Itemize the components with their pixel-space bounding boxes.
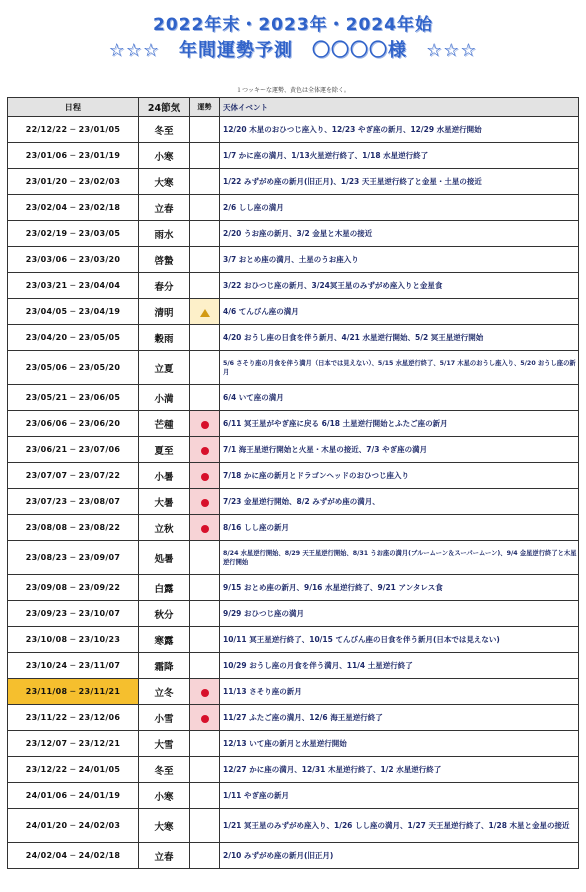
good-luck-dot-icon (201, 715, 209, 723)
events-text: 1/7 かに座の満月、1/13火星逆行終了、1/18 水星逆行終了 (223, 150, 429, 160)
sekki-cell: 夏至 (139, 437, 190, 463)
date-range-cell: 24/02/04 ─ 24/02/18 (8, 843, 139, 869)
events-text: 7/1 海王星逆行開始と火星・木星の接近、7/3 やぎ座の満月 (223, 444, 428, 454)
luck-cell (190, 117, 220, 143)
table-row (8, 411, 579, 437)
table-row (8, 601, 579, 627)
events-cell (220, 463, 579, 489)
luck-cell (190, 273, 220, 299)
events-cell (220, 783, 579, 809)
table-row (8, 299, 579, 325)
events-cell (220, 273, 579, 299)
events-cell (220, 489, 579, 515)
luck-cell (190, 351, 220, 385)
luck-cell (190, 843, 220, 869)
date-range-cell: 23/10/24 ─ 23/11/07 (8, 653, 139, 679)
sekki-cell: 大寒 (139, 169, 190, 195)
events-text: 10/11 冥王星逆行終了、10/15 てんびん座の日食を伴う新月(日本では見えない) (223, 634, 500, 644)
table-row (8, 169, 579, 195)
date-range-cell: 23/12/22 ─ 24/01/05 (8, 757, 139, 783)
header-date: 日程 (8, 98, 139, 117)
luck-cell (190, 463, 220, 489)
luck-cell (190, 705, 220, 731)
events-text: 3/22 おひつじ座の新月、3/24冥王星のみずがめ座入りと金星食 (223, 280, 443, 290)
table-row (8, 273, 579, 299)
date-range-cell: 23/05/21 ─ 23/06/05 (8, 385, 139, 411)
table-row (8, 757, 579, 783)
sekki-cell: 立冬 (139, 679, 190, 705)
events-cell (220, 843, 579, 869)
events-cell (220, 437, 579, 463)
header-events: 天体イベント (220, 98, 579, 117)
date-range-cell: 23/11/08 ─ 23/11/21 (8, 679, 139, 705)
header-luck: 運勢 (190, 98, 220, 117)
note-text: １つッキーな運勢、黄色は全体運を除く。 (236, 87, 350, 94)
events-text: 7/18 かに座の新月とドラゴンヘッドのおひつじ座入り (223, 470, 410, 480)
events-cell (220, 541, 579, 575)
sekki-cell: 立春 (139, 195, 190, 221)
luck-cell (190, 653, 220, 679)
date-range-cell: 23/09/08 ─ 23/09/22 (8, 575, 139, 601)
events-cell (220, 515, 579, 541)
caution-triangle-icon (200, 309, 210, 317)
sekki-cell: 清明 (139, 299, 190, 325)
table-row (8, 705, 579, 731)
table-row (8, 325, 579, 351)
table-row (8, 385, 579, 411)
events-cell (220, 169, 579, 195)
date-range-cell: 22/12/22 ─ 23/01/05 (8, 117, 139, 143)
events-cell (220, 195, 579, 221)
date-range-cell: 23/07/23 ─ 23/08/07 (8, 489, 139, 515)
title-line-1: 2022年末・2023年・2024年始 (153, 15, 433, 35)
schedule-table (7, 97, 579, 869)
good-luck-dot-icon (201, 447, 209, 455)
sekki-cell: 霜降 (139, 653, 190, 679)
table-row (8, 437, 579, 463)
table-row (8, 143, 579, 169)
events-cell (220, 601, 579, 627)
sekki-cell: 白露 (139, 575, 190, 601)
date-range-cell: 23/04/05 ─ 23/04/19 (8, 299, 139, 325)
events-text: 11/27 ふたご座の満月、12/6 海王星逆行終了 (223, 712, 383, 722)
events-text: 12/13 いて座の新月と水星逆行開始 (223, 738, 347, 748)
events-text: 2/10 みずがめ座の新月(旧正月) (223, 850, 334, 860)
sekki-cell: 寒露 (139, 627, 190, 653)
sekki-cell: 大寒 (139, 809, 190, 843)
date-range-cell: 23/11/22 ─ 23/12/06 (8, 705, 139, 731)
date-range-cell: 23/03/21 ─ 23/04/04 (8, 273, 139, 299)
table-row (8, 247, 579, 273)
sekki-cell: 小寒 (139, 783, 190, 809)
events-text: 12/20 木星のおひつじ座入り、12/23 やぎ座の新月、12/29 水星逆行開始 (223, 124, 482, 134)
date-range-cell: 23/03/06 ─ 23/03/20 (8, 247, 139, 273)
sekki-cell: 小寒 (139, 143, 190, 169)
events-text: 1/22 みずがめ座の新月(旧正月)、1/23 天王星逆行終了と金星・土星の接近 (223, 176, 482, 186)
sekki-cell: 立春 (139, 843, 190, 869)
events-cell (220, 809, 579, 843)
good-luck-dot-icon (201, 689, 209, 697)
luck-cell (190, 627, 220, 653)
title-line-2: ☆☆☆ 年間運勢予測 〇〇〇〇様 ☆☆☆ (108, 40, 478, 61)
date-range-cell: 23/02/04 ─ 23/02/18 (8, 195, 139, 221)
luck-cell (190, 195, 220, 221)
sekki-cell: 大暑 (139, 489, 190, 515)
events-text: 4/20 おうし座の日食を伴う新月、4/21 水星逆行開始、5/2 冥王星逆行開始 (223, 332, 484, 342)
events-text: 1/11 やぎ座の新月 (223, 790, 290, 800)
luck-cell (190, 679, 220, 705)
header-sekki: 24節気 (139, 98, 190, 117)
good-luck-dot-icon (201, 499, 209, 507)
table-body (8, 117, 579, 869)
luck-cell (190, 783, 220, 809)
sekki-cell: 雨水 (139, 221, 190, 247)
date-range-cell: 23/04/20 ─ 23/05/05 (8, 325, 139, 351)
date-range-cell: 23/06/21 ─ 23/07/06 (8, 437, 139, 463)
table-row (8, 541, 579, 575)
good-luck-dot-icon (201, 525, 209, 533)
sekki-cell: 小雪 (139, 705, 190, 731)
luck-cell (190, 325, 220, 351)
sekki-cell: 大雪 (139, 731, 190, 757)
luck-cell (190, 221, 220, 247)
luck-cell (190, 757, 220, 783)
sekki-cell: 冬至 (139, 757, 190, 783)
events-text: 12/27 かに座の満月、12/31 木星逆行終了、1/2 水星逆行終了 (223, 764, 442, 774)
events-cell (220, 411, 579, 437)
table-row (8, 195, 579, 221)
events-text: 9/29 おひつじ座の満月 (223, 608, 305, 618)
events-cell (220, 705, 579, 731)
events-text: 5/6 さそり座の月食を伴う満月（日本では見えない）、5/15 水星逆行終了、5/17 木星のおうし座入り、5/20 おうし座の新月 (223, 359, 576, 376)
date-range-cell: 23/08/23 ─ 23/09/07 (8, 541, 139, 575)
date-range-cell: 24/01/06 ─ 24/01/19 (8, 783, 139, 809)
header-row (8, 98, 579, 117)
events-text: 6/4 いて座の満月 (223, 392, 284, 402)
date-range-cell: 23/02/19 ─ 23/03/05 (8, 221, 139, 247)
events-text: 6/11 冥王星がやぎ座に戻る 6/18 土星逆行開始とふたご座の新月 (223, 418, 448, 428)
table-row (8, 489, 579, 515)
events-cell (220, 757, 579, 783)
sekki-cell: 立夏 (139, 351, 190, 385)
events-text: 2/6 しし座の満月 (223, 202, 284, 212)
events-text: 10/29 おうし座の月食を伴う満月、11/4 土星逆行終了 (223, 660, 413, 670)
events-cell (220, 143, 579, 169)
events-cell (220, 653, 579, 679)
table-row (8, 627, 579, 653)
table-row (8, 809, 579, 843)
date-range-cell: 23/01/20 ─ 23/02/03 (8, 169, 139, 195)
events-text: 8/24 水星逆行開始、8/29 天王星逆行開始、8/31 うお座の満月(ブルームーン＆スーパームーン)、9/4 金星逆行終了と木星逆行開始 (223, 549, 577, 566)
events-cell (220, 325, 579, 351)
luck-cell (190, 541, 220, 575)
date-range-cell: 23/10/08 ─ 23/10/23 (8, 627, 139, 653)
sekki-cell: 立秋 (139, 515, 190, 541)
good-luck-dot-icon (201, 473, 209, 481)
table-row (8, 221, 579, 247)
events-text: 11/13 さそり座の新月 (223, 686, 302, 696)
events-text: 2/20 うお座の新月、3/2 金星と木星の接近 (223, 228, 373, 238)
luck-cell (190, 385, 220, 411)
table-row (8, 515, 579, 541)
luck-cell (190, 143, 220, 169)
sekki-cell: 処暑 (139, 541, 190, 575)
table-row (8, 575, 579, 601)
events-cell (220, 575, 579, 601)
table-row (8, 843, 579, 869)
sekki-cell: 小暑 (139, 463, 190, 489)
luck-cell (190, 411, 220, 437)
events-cell (220, 679, 579, 705)
date-range-cell: 23/06/06 ─ 23/06/20 (8, 411, 139, 437)
luck-cell (190, 247, 220, 273)
luck-cell (190, 299, 220, 325)
events-cell (220, 117, 579, 143)
date-range-cell: 24/01/20 ─ 24/02/03 (8, 809, 139, 843)
table-row (8, 679, 579, 705)
sekki-cell: 春分 (139, 273, 190, 299)
date-range-cell: 23/12/07 ─ 23/12/21 (8, 731, 139, 757)
luck-cell (190, 601, 220, 627)
sekki-cell: 穀雨 (139, 325, 190, 351)
events-cell (220, 731, 579, 757)
table-row (8, 463, 579, 489)
sekki-cell: 秋分 (139, 601, 190, 627)
events-cell (220, 299, 579, 325)
good-luck-dot-icon (201, 421, 209, 429)
sekki-cell: 啓蟄 (139, 247, 190, 273)
date-range-cell: 23/08/08 ─ 23/08/22 (8, 515, 139, 541)
events-cell (220, 247, 579, 273)
luck-cell (190, 489, 220, 515)
sekki-cell: 小満 (139, 385, 190, 411)
events-cell (220, 385, 579, 411)
table-row (8, 117, 579, 143)
luck-cell (190, 169, 220, 195)
sekki-cell: 芒種 (139, 411, 190, 437)
date-range-cell: 23/09/23 ─ 23/10/07 (8, 601, 139, 627)
events-text: 3/7 おとめ座の満月、土星のうお座入り (223, 254, 359, 264)
luck-cell (190, 575, 220, 601)
luck-cell (190, 731, 220, 757)
date-range-cell: 23/01/06 ─ 23/01/19 (8, 143, 139, 169)
events-cell (220, 221, 579, 247)
events-text: 1/21 冥王星のみずがめ座入り、1/26 しし座の満月、1/27 天王星逆行終了、1/28 木星と金星の接近 (223, 820, 570, 830)
events-text: 7/23 金星逆行開始、8/2 みずがめ座の満月、 (223, 496, 380, 506)
table-row (8, 783, 579, 809)
date-range-cell: 23/07/07 ─ 23/07/22 (8, 463, 139, 489)
events-cell (220, 351, 579, 385)
table-row (8, 653, 579, 679)
luck-cell (190, 809, 220, 843)
luck-cell (190, 515, 220, 541)
events-cell (220, 627, 579, 653)
luck-cell (190, 437, 220, 463)
sekki-cell: 冬至 (139, 117, 190, 143)
table-row (8, 351, 579, 385)
events-text: 8/16 しし座の新月 (223, 522, 290, 532)
date-range-cell: 23/05/06 ─ 23/05/20 (8, 351, 139, 385)
table-row (8, 731, 579, 757)
events-text: 9/15 おとめ座の新月、9/16 水星逆行終了、9/21 アンタレス食 (223, 582, 443, 592)
events-text: 4/6 てんびん座の満月 (223, 306, 299, 316)
